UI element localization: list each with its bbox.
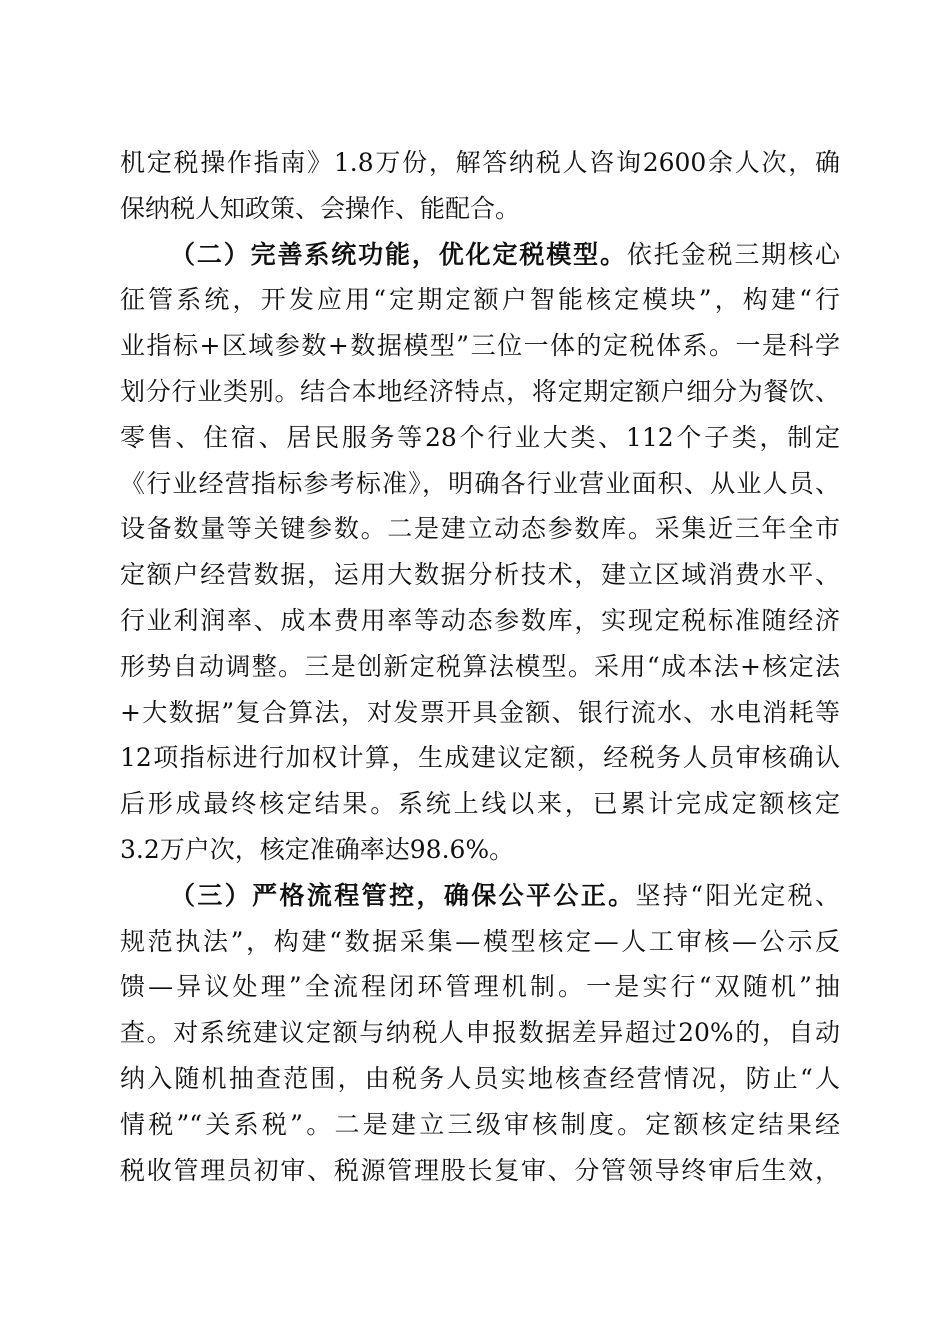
text-line: 3.2万户次，核定准确率达98.6%。 — [120, 834, 515, 864]
text-line: 征管系统，开发应用“定期定额户智能核定模块”，构建“行 — [120, 285, 840, 315]
text-line: 设备数量等关键参数。二是建立动态参数库。采集近三年全市 — [120, 514, 840, 544]
document-body — [120, 140, 840, 1193]
text-run: 依托金税三期核心 — [626, 239, 840, 269]
text-line: 形势自动调整。三是创新定税算法模型。采用“成本法+核定法 — [120, 651, 840, 681]
text-line: 馈—异议处理”全流程闭环管理机制。一是实行“双随机”抽 — [120, 972, 840, 1002]
text-line: 税收管理员初审、税源管理股长复审、分管领导终审后生效， — [120, 1155, 840, 1185]
paragraph-first-line — [120, 232, 840, 278]
text-line: 情税”“关系税”。二是建立三级审核制度。定额核定结果经 — [120, 1109, 840, 1139]
text-line: 定额户经营数据，运用大数据分析技术，建立区域消费水平、 — [120, 560, 840, 590]
paragraph-1 — [120, 140, 840, 232]
paragraph-first-line — [120, 873, 840, 919]
text-line: 保纳税人知政策、会操作、能配合。 — [120, 193, 521, 223]
paragraph-2 — [120, 232, 840, 873]
section-heading: （三）严格流程管控，确保公平公正。 — [170, 880, 636, 910]
text-line: 规范执法”，构建“数据采集—模型核定—人工审核—公示反 — [120, 926, 840, 956]
text-line: +大数据”复合算法，对发票开具金额、银行流水、水电消耗等 — [120, 697, 840, 727]
text-line: 《行业经营指标参考标准》，明确各行业营业面积、从业人员、 — [120, 468, 840, 498]
text-line: 业指标+区域参数+数据模型”三位一体的定税体系。一是科学 — [120, 331, 840, 361]
text-line: 零售、住宿、居民服务等28个行业大类、112个子类，制定 — [120, 422, 840, 452]
text-line: 划分行业类别。结合本地经济特点，将定期定额户细分为餐饮、 — [120, 376, 840, 406]
text-line: 查。对系统建议定额与纳税人申报数据差异超过20%的，自动 — [120, 1018, 840, 1048]
text-line: 后形成最终核定结果。系统上线以来，已累计完成定额核定 — [120, 789, 840, 819]
text-line: 机定税操作指南》1.8万份，解答纳税人咨询2600余人次，确 — [120, 148, 840, 177]
paragraph-3 — [120, 873, 840, 1194]
text-line: 行业利润率、成本费用率等动态参数库，实现定税标准随经济 — [120, 605, 840, 635]
section-heading: （二）完善系统功能，优化定税模型。 — [170, 239, 627, 269]
text-line: 12项指标进行加权计算，生成建议定额，经税务人员审核确认 — [120, 743, 840, 773]
text-line: 纳入随机抽查范围，由税务人员实地核查经营情况，防止“人 — [120, 1063, 840, 1093]
text-run: 坚持“阳光定税、 — [635, 880, 840, 910]
